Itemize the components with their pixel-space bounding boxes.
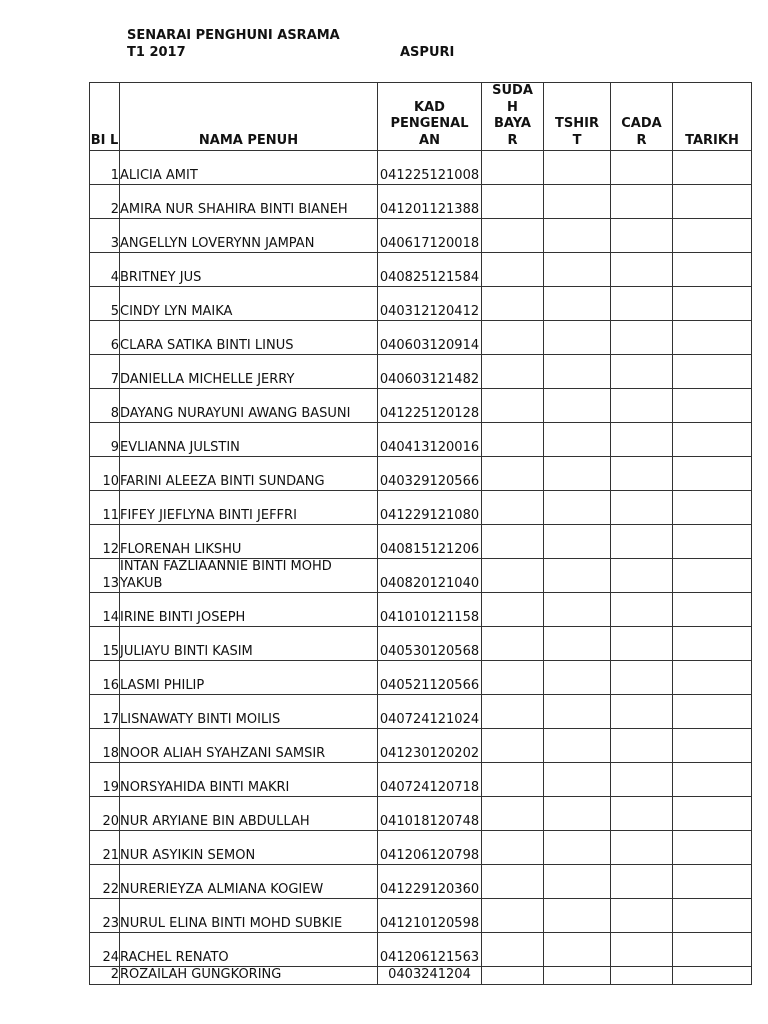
resident-name-cell: CINDY LYN MAIKA bbox=[120, 287, 378, 321]
tshirt-cell bbox=[544, 559, 611, 593]
table-row bbox=[90, 355, 752, 389]
table-row bbox=[90, 933, 752, 967]
table-row bbox=[90, 559, 752, 593]
ic-number-cell: 040724120718 bbox=[378, 763, 482, 797]
date-cell bbox=[673, 287, 752, 321]
bedsheet-cell bbox=[611, 321, 673, 355]
paid-cell bbox=[482, 593, 544, 627]
ic-number-cell: 041010121158 bbox=[378, 593, 482, 627]
table-row bbox=[90, 695, 752, 729]
bedsheet-cell bbox=[611, 355, 673, 389]
ic-number-cell: 040815121206 bbox=[378, 525, 482, 559]
bedsheet-cell bbox=[611, 525, 673, 559]
date-cell bbox=[673, 763, 752, 797]
date-cell bbox=[673, 729, 752, 763]
table-row bbox=[90, 423, 752, 457]
column-header-sudah-line: H bbox=[507, 99, 518, 115]
bedsheet-cell bbox=[611, 933, 673, 967]
paid-cell bbox=[482, 457, 544, 491]
ic-number-cell: 041210120598 bbox=[378, 899, 482, 933]
row-number-cell: 6 bbox=[90, 321, 120, 355]
resident-name-cell: NOOR ALIAH SYAHZANI SAMSIR bbox=[120, 729, 378, 763]
bedsheet-cell bbox=[611, 967, 673, 985]
tshirt-cell bbox=[544, 865, 611, 899]
bedsheet-cell bbox=[611, 763, 673, 797]
paid-cell bbox=[482, 695, 544, 729]
column-header-kad-line: AN bbox=[419, 132, 440, 148]
paid-cell bbox=[482, 899, 544, 933]
resident-name-cell: EVLIANNA JULSTIN bbox=[120, 423, 378, 457]
ic-number-cell: 040825121584 bbox=[378, 253, 482, 287]
ic-number-cell: 0403241204 bbox=[378, 967, 482, 985]
row-number-cell: 20 bbox=[90, 797, 120, 831]
resident-name-cell: BRITNEY JUS bbox=[120, 253, 378, 287]
resident-name-cell: RACHEL RENATO bbox=[120, 933, 378, 967]
date-cell bbox=[673, 661, 752, 695]
resident-name-cell: ANGELLYN LOVERYNN JAMPAN bbox=[120, 219, 378, 253]
resident-name-cell: FARINI ALEEZA BINTI SUNDANG bbox=[120, 457, 378, 491]
resident-name-cell: FIFEY JIEFLYNA BINTI JEFFRI bbox=[120, 491, 378, 525]
date-cell bbox=[673, 457, 752, 491]
paid-cell bbox=[482, 185, 544, 219]
ic-number-cell: 040603120914 bbox=[378, 321, 482, 355]
bedsheet-cell bbox=[611, 627, 673, 661]
row-number-cell: 24 bbox=[90, 933, 120, 967]
table-row bbox=[90, 185, 752, 219]
tshirt-cell bbox=[544, 355, 611, 389]
column-header-kad-pengenalan bbox=[378, 83, 482, 151]
date-cell bbox=[673, 831, 752, 865]
date-cell bbox=[673, 559, 752, 593]
ic-number-cell: 041201121388 bbox=[378, 185, 482, 219]
bedsheet-cell bbox=[611, 457, 673, 491]
ic-number-cell: 040724121024 bbox=[378, 695, 482, 729]
paid-cell bbox=[482, 559, 544, 593]
date-cell bbox=[673, 321, 752, 355]
bedsheet-cell bbox=[611, 559, 673, 593]
tshirt-cell bbox=[544, 763, 611, 797]
ic-number-cell: 041206120798 bbox=[378, 831, 482, 865]
column-header-kad-line: KAD bbox=[414, 99, 445, 115]
date-cell bbox=[673, 423, 752, 457]
table-row bbox=[90, 287, 752, 321]
column-header-sudah-line: SUDA bbox=[492, 83, 533, 98]
paid-cell bbox=[482, 287, 544, 321]
resident-name-cell: IRINE BINTI JOSEPH bbox=[120, 593, 378, 627]
row-number-cell: 2 bbox=[90, 967, 120, 985]
column-header-tshirt-line: TSHIR bbox=[555, 116, 599, 131]
tshirt-cell bbox=[544, 389, 611, 423]
row-number-cell: 12 bbox=[90, 525, 120, 559]
paid-cell bbox=[482, 219, 544, 253]
row-number-cell: 9 bbox=[90, 423, 120, 457]
table-row bbox=[90, 763, 752, 797]
resident-name-cell: ROZAILAH GUNGKORING bbox=[120, 967, 378, 985]
bedsheet-cell bbox=[611, 831, 673, 865]
ic-number-cell: 040530120568 bbox=[378, 627, 482, 661]
bedsheet-cell bbox=[611, 729, 673, 763]
resident-name-cell: NORSYAHIDA BINTI MAKRI bbox=[120, 763, 378, 797]
paid-cell bbox=[482, 865, 544, 899]
row-number-cell: 3 bbox=[90, 219, 120, 253]
row-number-cell: 1 bbox=[90, 151, 120, 185]
date-cell bbox=[673, 695, 752, 729]
tshirt-cell bbox=[544, 321, 611, 355]
ic-number-cell: 040521120566 bbox=[378, 661, 482, 695]
date-cell bbox=[673, 525, 752, 559]
bedsheet-cell bbox=[611, 151, 673, 185]
paid-cell bbox=[482, 729, 544, 763]
ic-number-cell: 040312120412 bbox=[378, 287, 482, 321]
row-number-cell: 5 bbox=[90, 287, 120, 321]
ic-number-cell: 041225121008 bbox=[378, 151, 482, 185]
row-number-cell: 21 bbox=[90, 831, 120, 865]
column-header-tarikh: TARIKH bbox=[673, 83, 752, 151]
table-row bbox=[90, 627, 752, 661]
bedsheet-cell bbox=[611, 287, 673, 321]
column-header-tshirt-line: T bbox=[572, 132, 582, 148]
tshirt-cell bbox=[544, 525, 611, 559]
row-number-cell: 4 bbox=[90, 253, 120, 287]
paid-cell bbox=[482, 253, 544, 287]
tshirt-cell bbox=[544, 797, 611, 831]
paid-cell bbox=[482, 933, 544, 967]
paid-cell bbox=[482, 389, 544, 423]
bedsheet-cell bbox=[611, 797, 673, 831]
row-number-cell: 15 bbox=[90, 627, 120, 661]
row-number-cell: 19 bbox=[90, 763, 120, 797]
column-header-sudah-line: R bbox=[507, 132, 518, 148]
row-number-cell: 18 bbox=[90, 729, 120, 763]
date-cell bbox=[673, 491, 752, 525]
tshirt-cell bbox=[544, 457, 611, 491]
tshirt-cell bbox=[544, 219, 611, 253]
ic-number-cell: 040603121482 bbox=[378, 355, 482, 389]
bedsheet-cell bbox=[611, 593, 673, 627]
paid-cell bbox=[482, 661, 544, 695]
table-row bbox=[90, 321, 752, 355]
row-number-cell: 7 bbox=[90, 355, 120, 389]
date-cell bbox=[673, 389, 752, 423]
ic-number-cell: 040413120016 bbox=[378, 423, 482, 457]
ic-number-cell: 041018120748 bbox=[378, 797, 482, 831]
row-number-cell: 17 bbox=[90, 695, 120, 729]
tshirt-cell bbox=[544, 151, 611, 185]
date-cell bbox=[673, 627, 752, 661]
table-row bbox=[90, 253, 752, 287]
row-number-cell: 23 bbox=[90, 899, 120, 933]
resident-name-cell: FLORENAH LIKSHU bbox=[120, 525, 378, 559]
resident-name-cell: DAYANG NURAYUNI AWANG BASUNI bbox=[120, 389, 378, 423]
table-body bbox=[90, 151, 752, 985]
row-number-cell: 10 bbox=[90, 457, 120, 491]
column-header-nama-penuh: NAMA PENUH bbox=[120, 83, 378, 151]
bedsheet-cell bbox=[611, 389, 673, 423]
table-row bbox=[90, 661, 752, 695]
paid-cell bbox=[482, 151, 544, 185]
column-header-sudah-bayar bbox=[482, 83, 544, 151]
tshirt-cell bbox=[544, 253, 611, 287]
date-cell bbox=[673, 797, 752, 831]
tshirt-cell bbox=[544, 695, 611, 729]
resident-name-cell: NURUL ELINA BINTI MOHD SUBKIE bbox=[120, 899, 378, 933]
table-row bbox=[90, 491, 752, 525]
paid-cell bbox=[482, 967, 544, 985]
ic-number-cell: 041225120128 bbox=[378, 389, 482, 423]
row-number-cell: 13 bbox=[90, 559, 120, 593]
tshirt-cell bbox=[544, 729, 611, 763]
tshirt-cell bbox=[544, 423, 611, 457]
paid-cell bbox=[482, 627, 544, 661]
hostel-house-label: ASPURI bbox=[400, 45, 455, 60]
document-title: SENARAI PENGHUNI ASRAMA bbox=[127, 28, 340, 43]
row-number-cell: 11 bbox=[90, 491, 120, 525]
paid-cell bbox=[482, 355, 544, 389]
ic-number-cell: 040617120018 bbox=[378, 219, 482, 253]
tshirt-cell bbox=[544, 491, 611, 525]
ic-number-cell: 041206121563 bbox=[378, 933, 482, 967]
date-cell bbox=[673, 865, 752, 899]
tshirt-cell bbox=[544, 287, 611, 321]
bedsheet-cell bbox=[611, 491, 673, 525]
bedsheet-cell bbox=[611, 899, 673, 933]
column-header-cadar bbox=[611, 83, 673, 151]
table-row bbox=[90, 831, 752, 865]
tshirt-cell bbox=[544, 627, 611, 661]
paid-cell bbox=[482, 525, 544, 559]
date-cell bbox=[673, 355, 752, 389]
table-row bbox=[90, 525, 752, 559]
tshirt-cell bbox=[544, 661, 611, 695]
table-row bbox=[90, 729, 752, 763]
table-header-row bbox=[90, 83, 752, 151]
table-row bbox=[90, 389, 752, 423]
paid-cell bbox=[482, 763, 544, 797]
term-label: T1 2017 bbox=[127, 45, 186, 60]
tshirt-cell bbox=[544, 185, 611, 219]
table-row bbox=[90, 457, 752, 491]
date-cell bbox=[673, 593, 752, 627]
paid-cell bbox=[482, 491, 544, 525]
resident-name-cell: NURERIEYZA ALMIANA KOGIEW bbox=[120, 865, 378, 899]
bedsheet-cell bbox=[611, 661, 673, 695]
ic-number-cell: 041229121080 bbox=[378, 491, 482, 525]
column-header-cadar-line: R bbox=[636, 132, 647, 148]
table-row bbox=[90, 899, 752, 933]
column-header-cadar-line: CADA bbox=[621, 116, 662, 131]
column-header-sudah-line: BAYA bbox=[494, 116, 531, 131]
ic-number-cell: 041230120202 bbox=[378, 729, 482, 763]
resident-name-cell: NUR ASYIKIN SEMON bbox=[120, 831, 378, 865]
bedsheet-cell bbox=[611, 219, 673, 253]
resident-name-cell: DANIELLA MICHELLE JERRY bbox=[120, 355, 378, 389]
bedsheet-cell bbox=[611, 695, 673, 729]
row-number-cell: 16 bbox=[90, 661, 120, 695]
ic-number-cell: 041229120360 bbox=[378, 865, 482, 899]
bedsheet-cell bbox=[611, 253, 673, 287]
tshirt-cell bbox=[544, 967, 611, 985]
date-cell bbox=[673, 933, 752, 967]
paid-cell bbox=[482, 321, 544, 355]
row-number-cell: 22 bbox=[90, 865, 120, 899]
ic-number-cell: 040820121040 bbox=[378, 559, 482, 593]
resident-name-cell: CLARA SATIKA BINTI LINUS bbox=[120, 321, 378, 355]
date-cell bbox=[673, 967, 752, 985]
resident-name-cell: INTAN FAZLIAANNIE BINTI MOHD YAKUB bbox=[120, 559, 378, 593]
resident-name-cell: JULIAYU BINTI KASIM bbox=[120, 627, 378, 661]
tshirt-cell bbox=[544, 933, 611, 967]
table-row bbox=[90, 219, 752, 253]
row-number-cell: 14 bbox=[90, 593, 120, 627]
tshirt-cell bbox=[544, 831, 611, 865]
date-cell bbox=[673, 219, 752, 253]
bedsheet-cell bbox=[611, 865, 673, 899]
resident-name-cell: LASMI PHILIP bbox=[120, 661, 378, 695]
row-number-cell: 8 bbox=[90, 389, 120, 423]
column-header-bil: BI L bbox=[90, 83, 120, 151]
paid-cell bbox=[482, 423, 544, 457]
table-row bbox=[90, 865, 752, 899]
tshirt-cell bbox=[544, 899, 611, 933]
tshirt-cell bbox=[544, 593, 611, 627]
bedsheet-cell bbox=[611, 423, 673, 457]
date-cell bbox=[673, 253, 752, 287]
resident-name-cell: AMIRA NUR SHAHIRA BINTI BIANEH bbox=[120, 185, 378, 219]
date-cell bbox=[673, 185, 752, 219]
resident-name-cell: ALICIA AMIT bbox=[120, 151, 378, 185]
table-row bbox=[90, 151, 752, 185]
resident-name-cell: LISNAWATY BINTI MOILIS bbox=[120, 695, 378, 729]
date-cell bbox=[673, 899, 752, 933]
table-row bbox=[90, 593, 752, 627]
date-cell bbox=[673, 151, 752, 185]
table-row bbox=[90, 967, 752, 985]
column-header-kad-line: PENGENAL bbox=[390, 116, 469, 131]
paid-cell bbox=[482, 797, 544, 831]
paid-cell bbox=[482, 831, 544, 865]
bedsheet-cell bbox=[611, 185, 673, 219]
column-header-tshirt bbox=[544, 83, 611, 151]
row-number-cell: 2 bbox=[90, 185, 120, 219]
table-row bbox=[90, 797, 752, 831]
resident-name-cell: NUR ARYIANE BIN ABDULLAH bbox=[120, 797, 378, 831]
ic-number-cell: 040329120566 bbox=[378, 457, 482, 491]
residents-table bbox=[89, 82, 752, 985]
